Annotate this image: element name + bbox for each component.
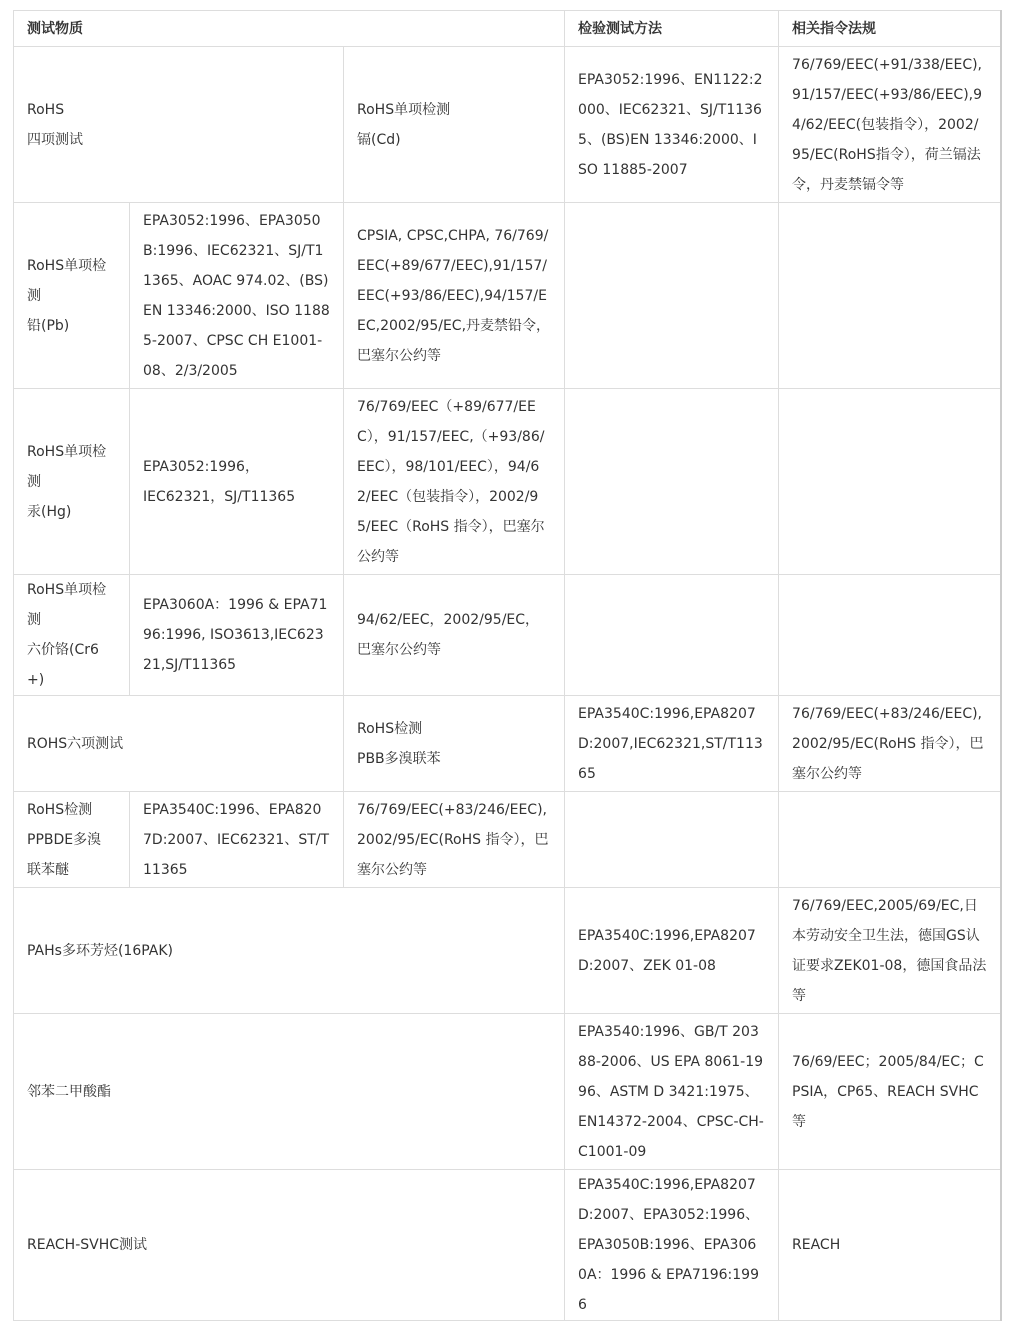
table-row (14, 203, 1001, 389)
table-row (14, 1014, 1001, 1170)
header-substance: 测试物质 (14, 11, 565, 47)
substance-cell (14, 47, 344, 203)
table-row (14, 575, 1001, 696)
regulation-line: 巴塞尔公约等 (357, 642, 441, 658)
empty-cell (779, 792, 1001, 888)
method-cell: EPA3052:1996、EPA3050B:1996、IEC62321、SJ/T11365、AOAC 974.02、(BS) EN 13346:2000、ISO 11885-2007、CPSC CH E1001-08、2/3/2005 (130, 203, 344, 389)
test-item-line: 铅(Pb) (27, 317, 70, 334)
method-cell: EPA3540C:1996,EPA8207D:2007、ZEK 01-08 (565, 888, 779, 1014)
test-item-line: RoHS检测 (357, 720, 423, 737)
test-standards-table (13, 10, 1002, 1321)
regulation-line: 94/62/EEC，2002/95/EC， (357, 612, 540, 628)
test-item-cell (14, 575, 130, 696)
test-item-cell (14, 203, 130, 389)
test-item-cell (14, 792, 130, 888)
method-cell: EPA3060A：1996 & EPA7196:1996, ISO3613,IEC62321,SJ/T11365 (130, 575, 344, 696)
substance-line: RoHS (27, 101, 65, 118)
method-cell: EPA3052:1996、EN1122:2000、IEC62321、SJ/T11365、(BS)EN 13346:2000、ISO 11885-2007 (565, 47, 779, 203)
regulation-cell: REACH (779, 1170, 1001, 1321)
test-item-line: 汞(Hg) (27, 503, 72, 520)
substance-cell: REACH-SVHC测试 (14, 1170, 565, 1321)
empty-cell (565, 389, 779, 575)
method-cell: EPA3540C:1996,EPA8207D:2007,IEC62321,ST/T11365 (565, 696, 779, 792)
test-item-line: 六价铬(Cr6+) (27, 642, 99, 688)
method-cell: EPA3540C:1996、EPA8207D:2007、IEC62321、ST/T11365 (130, 792, 344, 888)
test-item-line: RoHS单项检测 (27, 443, 107, 490)
method-cell (130, 389, 344, 575)
method-line: EPA3052:1996， (143, 458, 259, 475)
test-item-line: RoHS单项检测 (27, 257, 107, 304)
test-item-cell (14, 389, 130, 575)
empty-cell (565, 575, 779, 696)
method-line: IEC62321，SJ/T11365 (143, 488, 296, 505)
table-row (14, 792, 1001, 888)
regulation-cell: CPSIA, CPSC,CHPA, 76/769/EEC(+89/677/EEC),91/157/EEC(+93/86/EEC),94/157/EEC,2002/95/EC,丹麦禁铅令，巴塞尔公约等 (344, 203, 565, 389)
test-item-line: PBB多溴联苯 (357, 750, 441, 767)
test-item-line: RoHS检测 (27, 801, 93, 818)
table-row (14, 888, 1001, 1014)
test-item-line: RoHS单项检测 (27, 582, 107, 628)
empty-cell (779, 575, 1001, 696)
method-cell: EPA3540:1996、GB/T 20388-2006、US EPA 8061-1996、ASTM D 3421:1975、EN14372-2004、CPSC-CH-C1001-09 (565, 1014, 779, 1170)
test-item-line: 镉(Cd) (357, 131, 401, 148)
regulation-cell: 76/769/EEC（+89/677/EEC），91/157/EEC,（+93/86/EEC），98/101/EEC），94/62/EEC（包装指令），2002/95/EEC（RoHS 指令），巴塞尔公约等 (344, 389, 565, 575)
regulation-cell: 76/769/EEC(+83/246/EEC),2002/95/EC(RoHS 指令），巴塞尔公约等 (779, 696, 1001, 792)
empty-cell (779, 389, 1001, 575)
empty-cell (565, 792, 779, 888)
substance-cell: ROHS六项测试 (14, 696, 344, 792)
header-regulation: 相关指令法规 (779, 11, 1001, 47)
header-method: 检验测试方法 (565, 11, 779, 47)
test-item-line: RoHS单项检测 (357, 101, 451, 118)
substance-cell: 邻苯二甲酸酯 (14, 1014, 565, 1170)
test-item-line: PPBDE多溴 (27, 831, 102, 848)
regulation-cell: 76/769/EEC(+83/246/EEC),2002/95/EC(RoHS 指令），巴塞尔公约等 (344, 792, 565, 888)
test-item-cell (344, 47, 565, 203)
table-row (14, 1170, 1001, 1321)
regulation-cell (344, 575, 565, 696)
table-row (14, 389, 1001, 575)
substance-cell: PAHs多环芳烃(16PAK) (14, 888, 565, 1014)
table-row (14, 696, 1001, 792)
empty-cell (779, 203, 1001, 389)
empty-cell (565, 203, 779, 389)
test-item-line: 联苯醚 (27, 861, 69, 878)
regulation-cell: 76/769/EEC,2005/69/EC,日本劳动安全卫生法，德国GS认证要求ZEK01-08，德国食品法等 (779, 888, 1001, 1014)
table-row (14, 47, 1001, 203)
method-cell: EPA3540C:1996,EPA8207D:2007、EPA3052:1996、EPA3050B:1996、EPA3060A：1996 & EPA7196:1996 (565, 1170, 779, 1321)
regulation-cell: 76/69/EEC；2005/84/EC；CPSIA，CP65、REACH SVHC等 (779, 1014, 1001, 1170)
test-item-cell (344, 696, 565, 792)
regulation-cell: 76/769/EEC(+91/338/EEC),91/157/EEC(+93/86/EEC),94/62/EEC(包装指令），2002/95/EC(RoHS指令），荷兰镉法令，丹麦禁镉令等 (779, 47, 1001, 203)
substance-line: 四项测试 (27, 131, 83, 148)
header-row (14, 11, 1001, 47)
